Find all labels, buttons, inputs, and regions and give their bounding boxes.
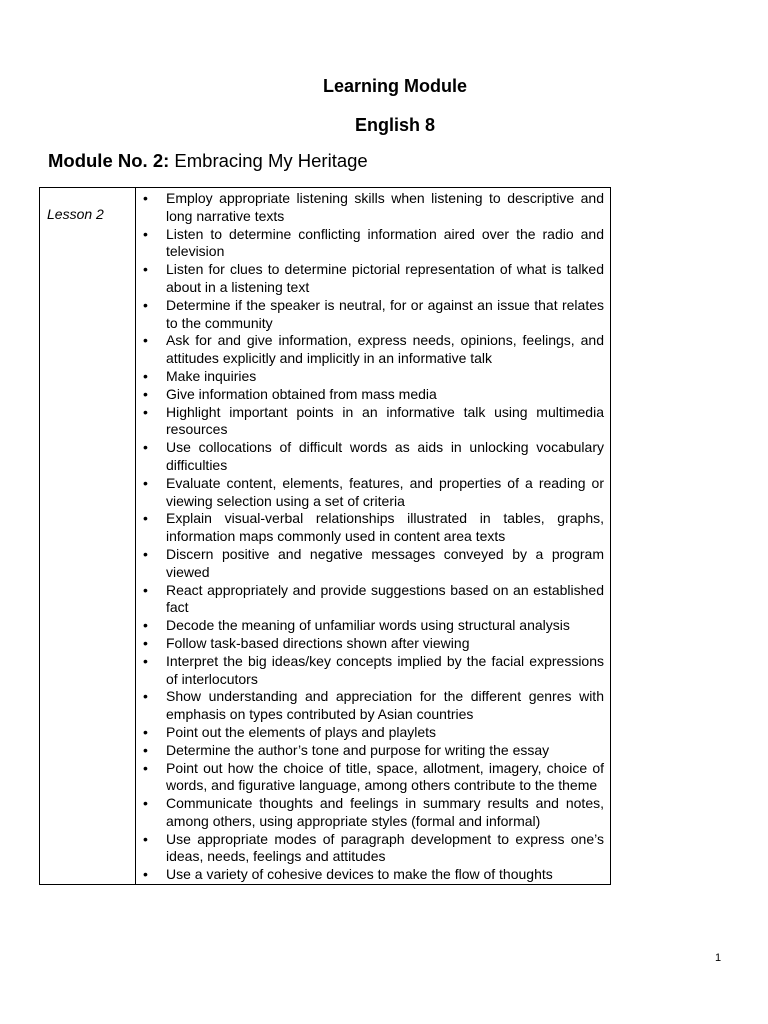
list-item: • Evaluate content, elements, features, and properties of a reading or viewing selection using a set of criteria <box>136 475 604 511</box>
list-item: • Use collocations of difficult words as aids in unlocking vocabulary difficulties <box>136 439 604 475</box>
list-item: • Use a variety of cohesive devices to make the flow of thoughts <box>136 866 604 884</box>
list-item: • Ask for and give information, express needs, opinions, feelings, and attitudes explicitly and implicitly in an informative talk <box>136 332 604 368</box>
document-subtitle: English 8 <box>354 115 435 135</box>
list-item: • Highlight important points in an informative talk using multimedia resources <box>136 404 604 440</box>
list-item: • Point out the elements of plays and playlets <box>136 724 604 742</box>
list-item: • Point out how the choice of title, space, allotment, imagery, choice of words, and figurative language, among others contribute to the theme <box>136 760 604 796</box>
list-item: • Make inquiries <box>136 368 604 386</box>
list-item: • Explain visual-verbal relationships illustrated in tables, graphs, information maps commonly used in content area texts <box>136 510 604 546</box>
list-item: • Determine the author’s tone and purpose for writing the essay <box>136 742 604 760</box>
lesson-table <box>39 187 611 885</box>
list-item: • Show understanding and appreciation for the different genres with emphasis on types contributed by Asian countries <box>136 688 604 724</box>
lesson-label: Lesson 2 <box>40 188 136 885</box>
list-item: • Decode the meaning of unfamiliar words using structural analysis <box>136 617 604 635</box>
list-item: • Listen to determine conflicting information aired over the radio and television <box>136 226 604 262</box>
list-item: • Employ appropriate listening skills when listening to descriptive and long narrative texts <box>136 190 604 226</box>
list-item: • Determine if the speaker is neutral, for or against an issue that relates to the community <box>136 297 604 333</box>
document-title: Learning Module <box>323 76 467 96</box>
list-item: • Follow task-based directions shown after viewing <box>136 635 604 653</box>
competencies-list <box>136 190 604 884</box>
module-label: Module No. 2: <box>48 150 170 171</box>
list-item: • Discern positive and negative messages conveyed by a program viewed <box>136 546 604 582</box>
list-item: • React appropriately and provide suggestions based on an established fact <box>136 582 604 618</box>
list-item: • Use appropriate modes of paragraph development to express one’s ideas, needs, feelings and attitudes <box>136 831 604 867</box>
page-number: 1 <box>715 952 722 964</box>
competencies-cell <box>136 188 611 885</box>
table-row <box>40 188 611 885</box>
list-item: • Listen for clues to determine pictorial representation of what is talked about in a listening text <box>136 261 604 297</box>
list-item: • Interpret the big ideas/key concepts implied by the facial expressions of interlocutors <box>136 653 604 689</box>
module-name: Embracing My Heritage <box>174 150 368 171</box>
list-item: • Communicate thoughts and feelings in summary results and notes, among others, using appropriate styles (formal and informal) <box>136 795 604 831</box>
list-item: • Give information obtained from mass media <box>136 386 604 404</box>
module-heading <box>48 150 368 172</box>
